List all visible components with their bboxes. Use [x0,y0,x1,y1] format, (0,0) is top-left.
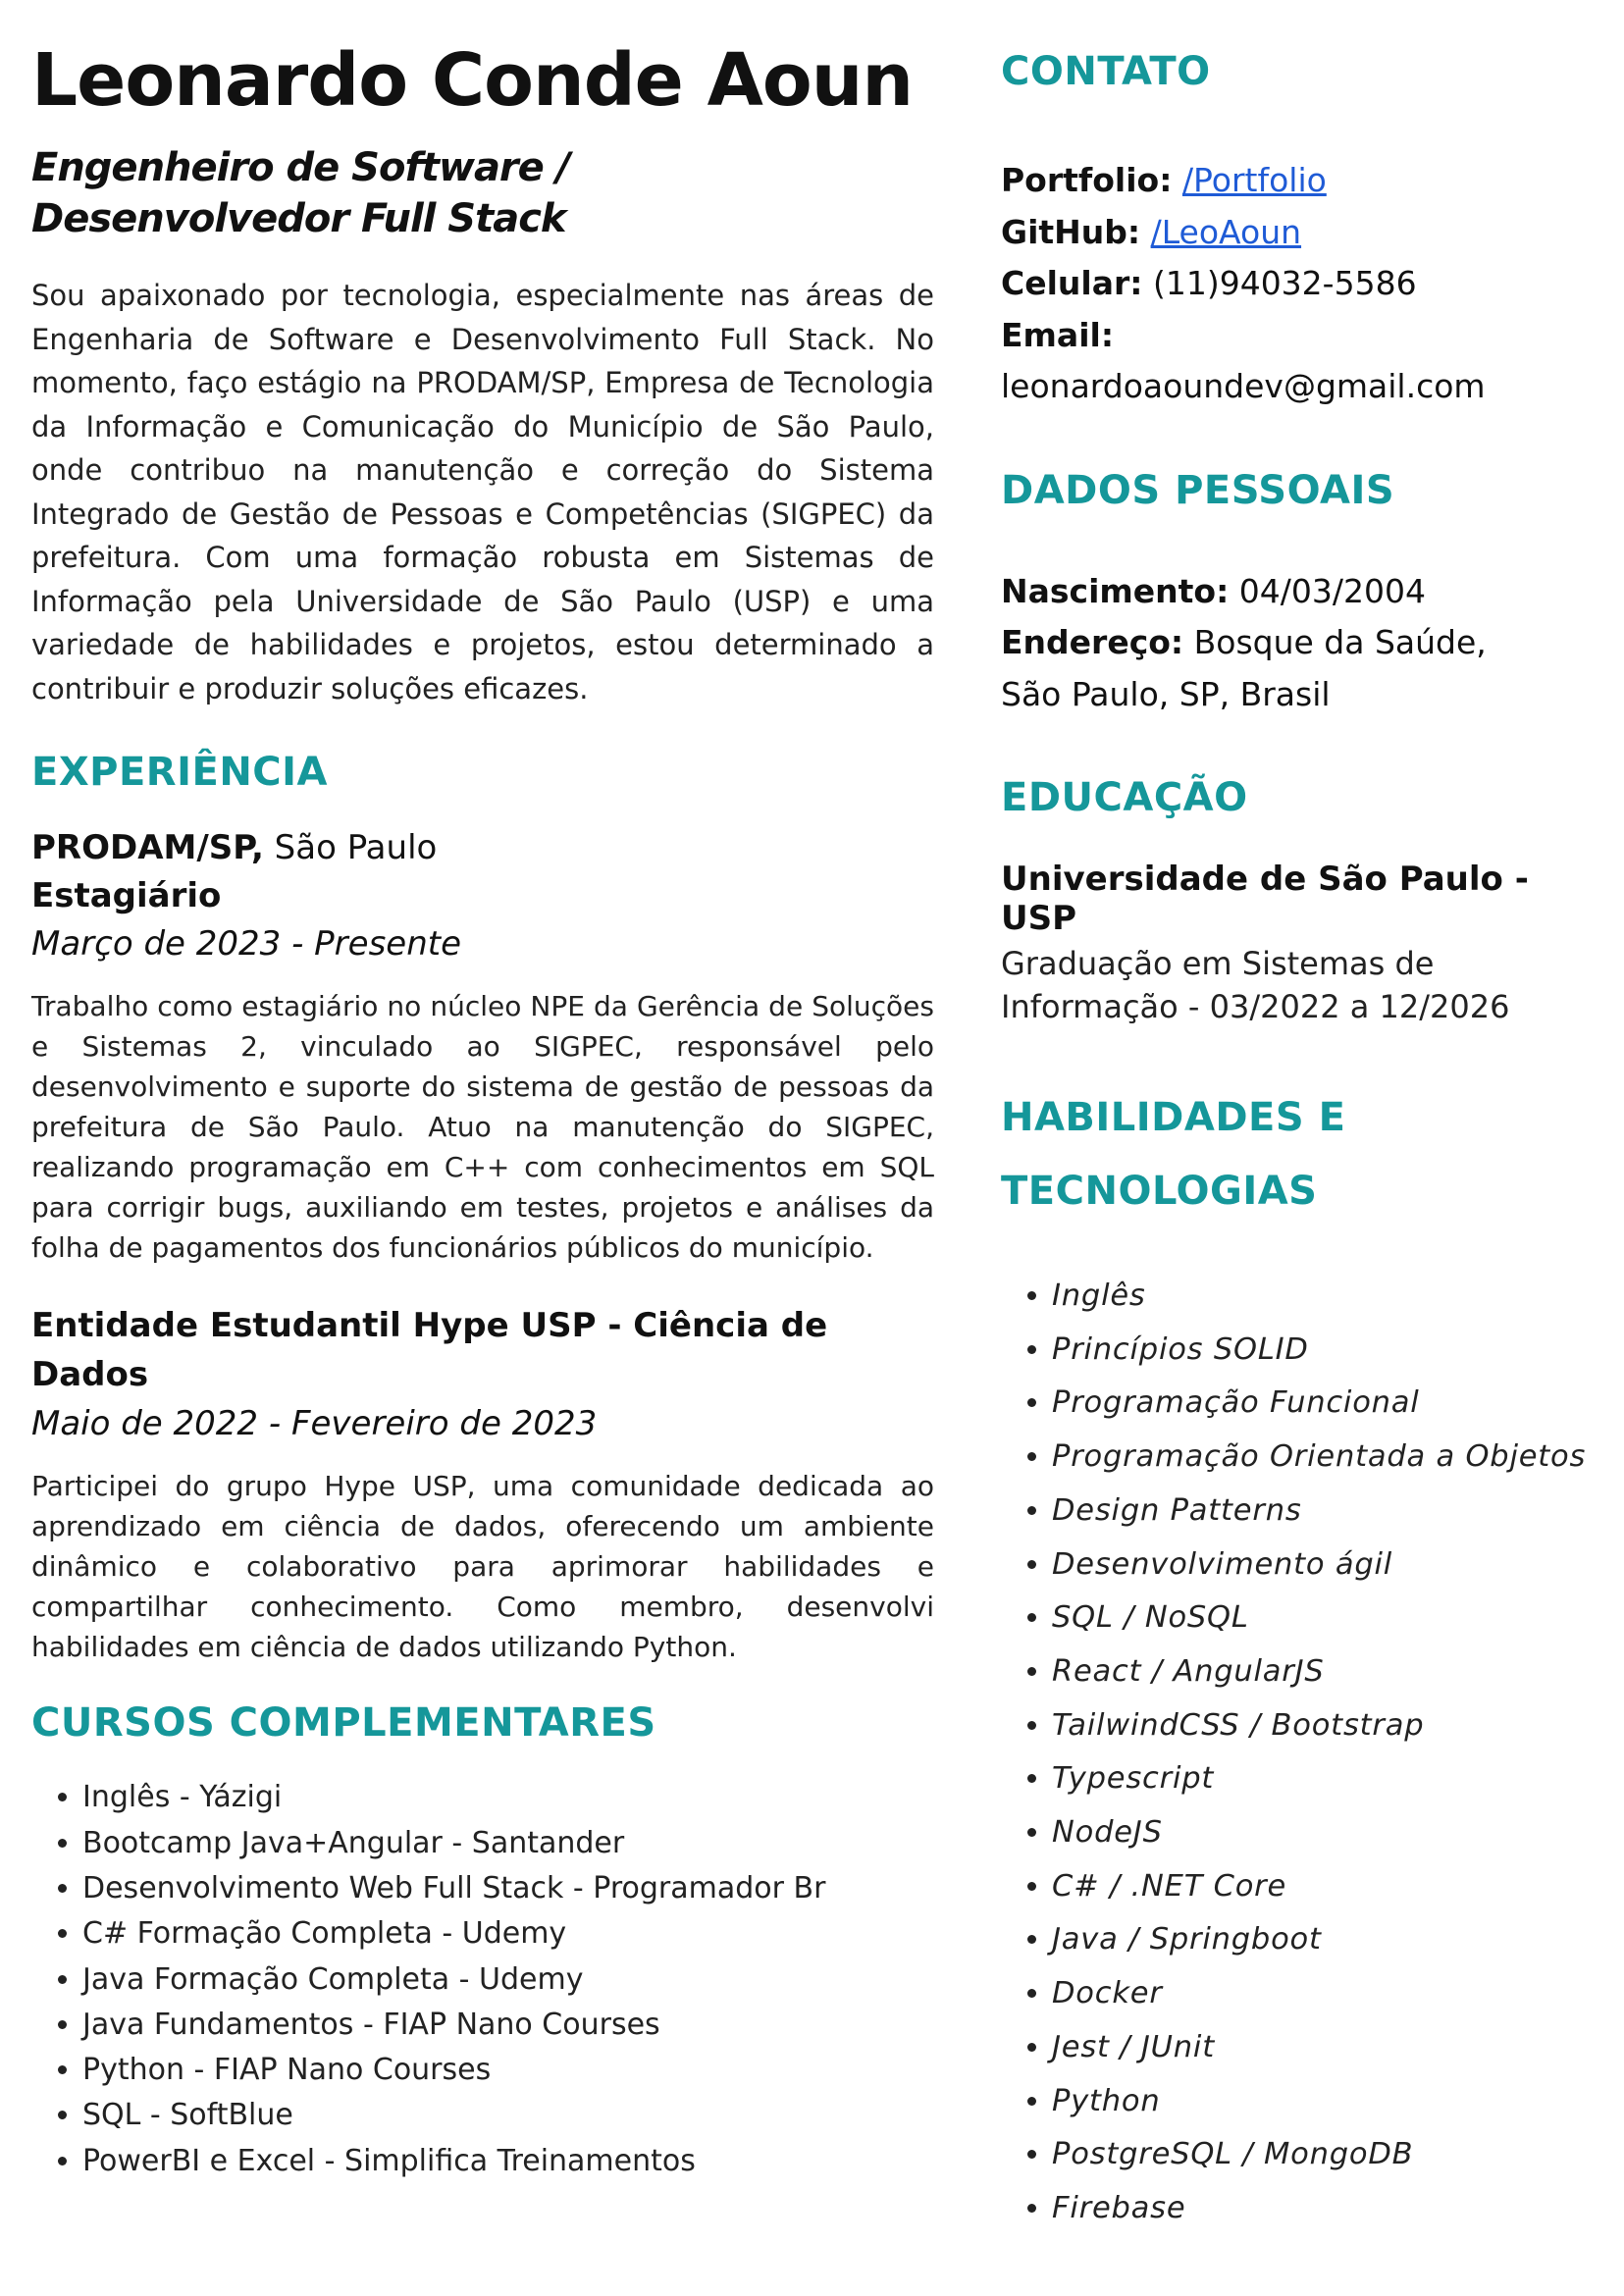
contact-heading: CONTATO [1001,49,1211,94]
portfolio-label: Portfolio: [1001,161,1173,199]
contact-portfolio [1001,155,1599,207]
personal-heading: DADOS PESSOAIS [1001,467,1395,513]
skill-item: • Firebase [1052,2182,1599,2236]
birth-row [1001,566,1599,618]
skill-item: • Jest / JUnit [1052,2021,1599,2075]
courses-heading: CURSOS COMPLEMENTARES [31,1700,656,1747]
skills-list [1001,1270,1599,2236]
job-2-period: Maio de 2022 - Fevereiro de 2023 [31,1404,598,1444]
skill-item: • Princípios SOLID [1052,1324,1599,1378]
right-column [1001,29,1599,2236]
education-heading: EDUCAÇÃO [1001,775,1248,820]
contact-block [1001,155,1599,413]
left-column [31,29,934,2184]
course-item: • SQL - SoftBlue [82,2093,934,2138]
job-2-header [31,1301,934,1448]
education-institution: Universidade de São Paulo - USP [1001,860,1529,938]
job-1-company-line [31,824,934,872]
job-1-description: Trabalho como estagiário no núcleo NPE da Gerência de Soluções e Sistemas 2, vinculado ao SIGPEC, responsável pelo desenvolvimento e suporte do sistema de gestão de pessoas da prefeitura de São Paulo. Atuo na manutenção do SIGPEC, realizando programação em C++ com conhecimentos em SQL para corrigir bugs, auxiliando em testes, projetos e análises da folha de pagamentos dos funcionários públicos do município. [31,990,934,1265]
summary-paragraph: Sou apaixonado por tecnologia, especialmente nas áreas de Engenharia de Software e Desenvolvimento Full Stack. No momento, faço estágio na PRODAM/SP, Empresa de Tecnologia da Informação e Comunicação do Município de São Paulo, onde contribuo na manutenção e correção do Sistema Integrado de Gestão de Pessoas e Competências (SIGPEC) da prefeitura. Com uma formação robusta em Sistemas de Informação pela Universidade de São Paulo (USP) e uma variedade de habilidades e projetos, estou determinado a contribuir e produzir soluções eficazes. [31,279,934,705]
job-1-period: Março de 2023 - Presente [31,924,461,965]
skill-item: • Programação Funcional [1052,1377,1599,1431]
education-degree [1001,942,1599,1028]
phone-label: Celular: [1001,264,1143,302]
contact-github [1001,207,1599,259]
contact-email [1001,310,1599,413]
course-item: • PowerBI e Excel - Simplifica Treinamentos [82,2139,934,2184]
skill-item: • Typescript [1052,1752,1599,1806]
skill-item: • Inglês [1052,1270,1599,1324]
course-item: • Bootcamp Java+Angular - Santander [82,1821,934,1866]
github-link[interactable]: /LeoAoun [1150,212,1302,251]
job-1-location: São Paulo [263,828,438,868]
address-line-2: São Paulo, SP, Brasil [1001,674,1331,713]
job-1-title: Estagiário [31,876,222,916]
skill-item: • Java / Springboot [1052,1913,1599,1967]
address-line-1: Bosque da Saúde, [1183,623,1487,661]
personal-block [1001,566,1599,721]
courses-list [31,1775,934,2184]
course-item: • Java Fundamentos - FIAP Nano Courses [82,2003,934,2048]
degree-line-1: Graduação em Sistemas de [1001,945,1435,982]
course-item: • Inglês - Yázigi [82,1775,934,1820]
experience-heading: EXPERIÊNCIA [31,750,328,796]
role-line-2: Desenvolvedor Full Stack [31,196,566,242]
degree-line-2: Informação - 03/2022 a 12/2026 [1001,988,1510,1025]
phone-value: (11)94032-5586 [1142,264,1417,302]
skill-item: • Desenvolvimento ágil [1052,1539,1599,1592]
skills-heading [1001,1081,1599,1228]
email-value: leonardoaoundev@gmail.com [1001,367,1486,405]
contact-phone [1001,258,1599,310]
github-label: GitHub: [1001,212,1141,251]
skill-item: • Docker [1052,1967,1599,2021]
course-item: • Java Formação Completa - Udemy [82,1957,934,2003]
job-1-company: PRODAM/SP, [31,828,264,868]
address-row [1001,617,1599,669]
skill-item: • SQL / NoSQL [1052,1592,1599,1645]
skill-item: • C# / .NET Core [1052,1860,1599,1914]
job-1-header [31,824,934,968]
address-label: Endereço: [1001,623,1184,661]
skills-heading-line-1: HABILIDADES E [1001,1095,1346,1140]
role-line-1: Engenheiro de Software / [31,145,570,191]
course-item: • Desenvolvimento Web Full Stack - Programador Br [82,1866,934,1911]
birth-label: Nascimento: [1001,571,1230,610]
course-item: • C# Formação Completa - Udemy [82,1911,934,1957]
skill-item: • React / AngularJS [1052,1645,1599,1699]
skill-item: • Python [1052,2075,1599,2129]
skill-item: • Design Patterns [1052,1485,1599,1539]
job-2-description: Participei do grupo Hype USP, uma comunidade dedicada ao aprendizado em ciência de dados, oferecendo um ambiente dinâmico e colaborativo para aprimorar habilidades e compartilhar conhecimento. Como membro, desenvolvi habilidades em ciência de dados utilizando Python. [31,1470,934,1664]
birth-value: 04/03/2004 [1229,571,1427,610]
skills-heading-line-2: TECNOLOGIAS [1001,1169,1318,1214]
skill-item: • TailwindCSS / Bootstrap [1052,1699,1599,1753]
skill-item: • NodeJS [1052,1806,1599,1860]
course-item: • Python - FIAP Nano Courses [82,2048,934,2093]
skill-item: • PostgreSQL / MongoDB [1052,2128,1599,2182]
email-label: Email: [1001,315,1115,354]
job-2-title: Entidade Estudantil Hype USP - Ciência de Dados [31,1306,828,1395]
candidate-role [31,142,934,244]
skill-item: • Programação Orientada a Objetos [1052,1431,1599,1485]
portfolio-link[interactable]: /Portfolio [1181,161,1327,199]
candidate-name: Leonardo Conde Aoun [31,38,914,123]
